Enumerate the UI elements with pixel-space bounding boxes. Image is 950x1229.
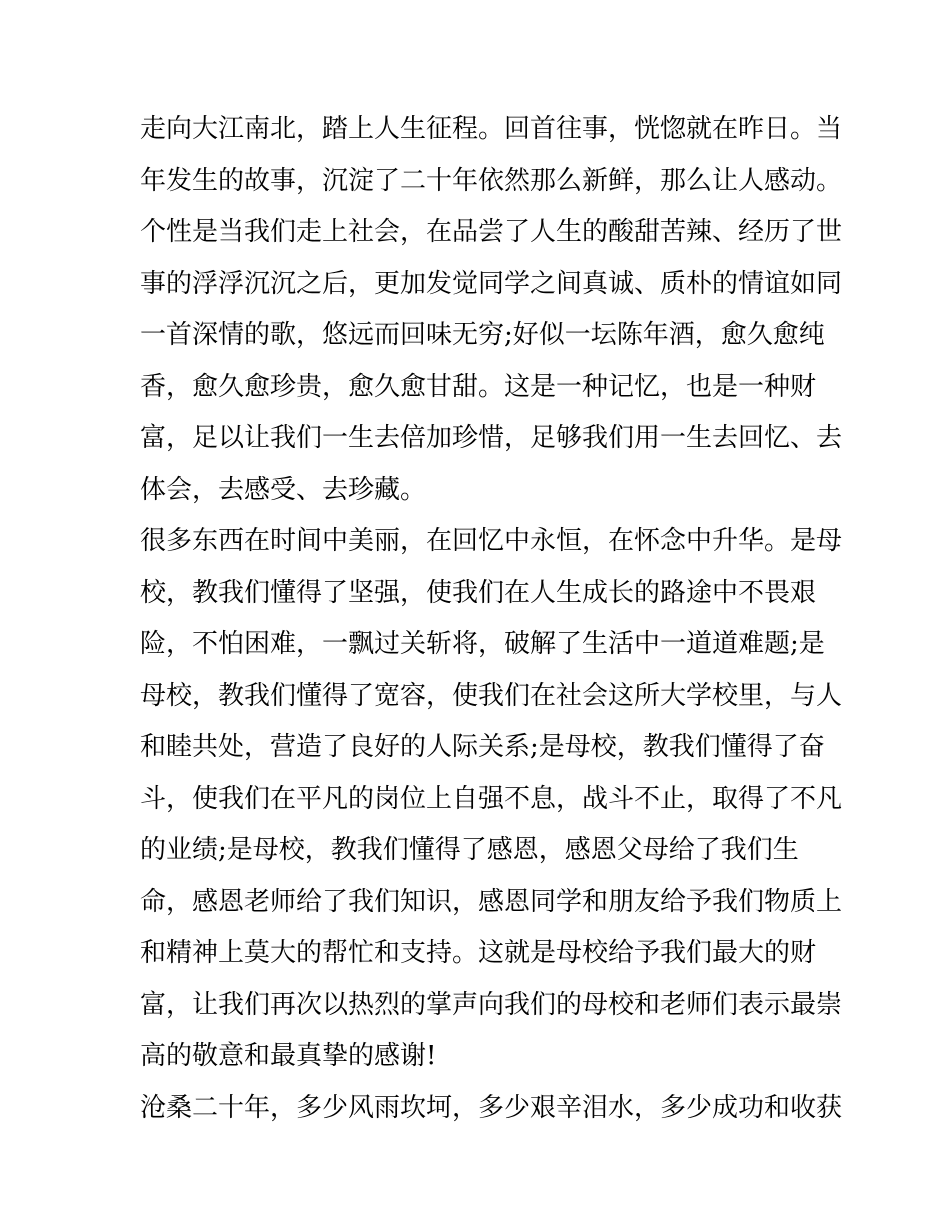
text-line: 高的敬意和最真挚的感谢! [140,1041,437,1071]
text-line: 富，让我们再次以热烈的掌声向我们的母校和老师们表示最崇 [140,989,843,1020]
text-line: 和精神上莫大的帮忙和支持。这就是母校给予我们最大的财 [140,938,817,968]
text-line: 母校，教我们懂得了宽容，使我们在社会这所大学校里，与人 [140,680,843,711]
text-line: 年发生的故事，沉淀了二十年依然那么新鲜，那么让人感动。 [140,165,843,196]
text-line: 事的浮浮沉沉之后，更加发觉同学之间真诚、质朴的情谊如同 [140,268,843,299]
text-line: 很多东西在时间中美丽，在回忆中永恒，在怀念中升华。是母 [140,526,843,556]
text-line: 富，足以让我们一生去倍加珍惜，足够我们用一生去回忆、去 [140,423,843,453]
text-line: 沧桑二十年，多少风雨坎坷，多少艰辛泪水，多少成功和收获 [140,1092,843,1123]
text-line: 一首深情的歌，悠远而回味无穷;好似一坛陈年酒，愈久愈纯 [140,320,825,350]
text-line: 的业绩;是母校，教我们懂得了感恩，感恩父母给了我们生 [140,835,799,865]
text-line: 校，教我们懂得了坚强，使我们在人生成长的路途中不畏艰 [140,577,817,608]
text-line: 斗，使我们在平凡的岗位上自强不息，战斗不止，取得了不凡 [140,783,843,814]
text-line: 命，感恩老师给了我们知识，感恩同学和朋友给予我们物质上 [140,886,843,917]
text-line: 体会，去感受、去珍藏。 [140,474,427,505]
text-line: 香，愈久愈珍贵，愈久愈甘甜。这是一种记忆，也是一种财 [140,371,817,402]
text-line: 个性是当我们走上社会，在品尝了人生的酸甜苦辣、经历了世 [140,217,843,247]
body-text [140,104,843,1134]
text-line: 走向大江南北，踏上人生征程。回首往事，恍惚就在昨日。当 [140,114,843,144]
text-line: 和睦共处，营造了良好的人际关系;是母校，教我们懂得了奋 [140,732,825,762]
text-line: 险，不怕困难，一飘过关斩将，破解了生活中一道道难题;是 [140,629,825,659]
